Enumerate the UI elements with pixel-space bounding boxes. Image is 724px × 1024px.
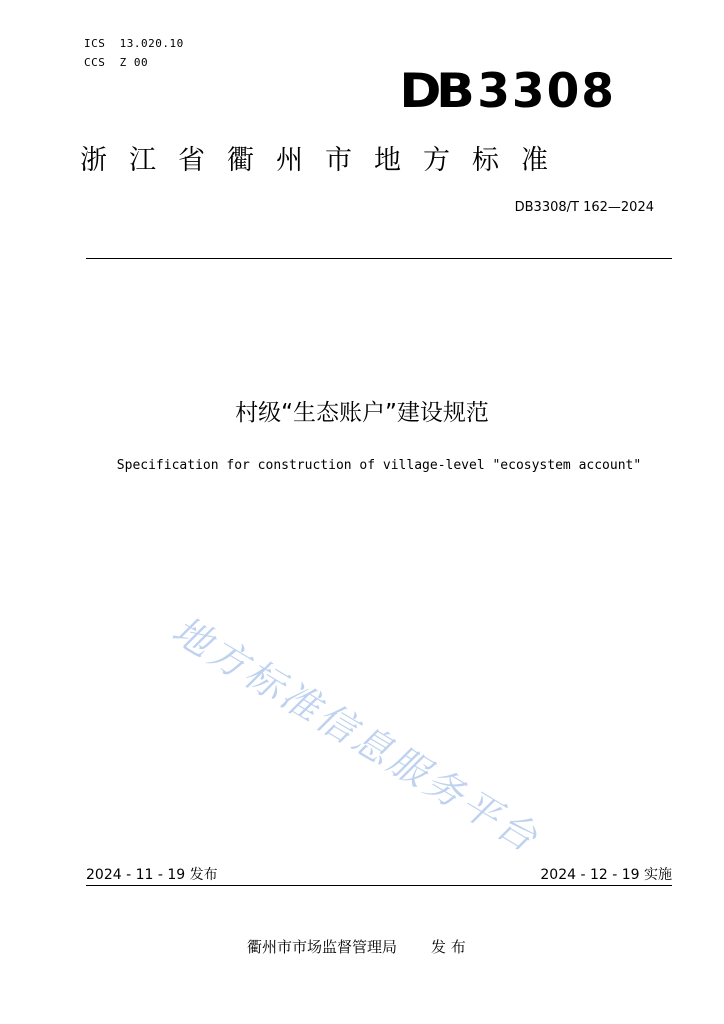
ics-code: ICS 13.020.10: [84, 37, 184, 50]
standard-number: DB3308/T 162—2024: [514, 200, 654, 215]
db-logo-code: 3308: [477, 64, 616, 119]
document-title-chinese: 村级“生态账户”建设规范: [235, 400, 489, 426]
publisher-name: 衢州市市场监督管理局: [247, 938, 398, 956]
implementation-date: 2024 - 12 - 19 实施: [540, 867, 672, 883]
ccs-code: CCS Z 00: [84, 56, 149, 69]
publish-word: 发 布: [431, 938, 466, 956]
db-logo: [399, 64, 616, 120]
publisher-line: [247, 936, 466, 957]
watermark: 地方标准信息服务平台: [164, 607, 548, 862]
top-divider: [86, 258, 672, 259]
bottom-divider: [86, 885, 672, 886]
document-title-english: Specification for construction of village-level "ecosystem account": [116, 458, 642, 473]
issue-date: 2024 - 11 - 19 发布: [86, 867, 218, 883]
db-logo-prefix: DB: [399, 64, 470, 119]
standard-type-heading: 浙江省衢州市地方标准: [80, 145, 570, 176]
